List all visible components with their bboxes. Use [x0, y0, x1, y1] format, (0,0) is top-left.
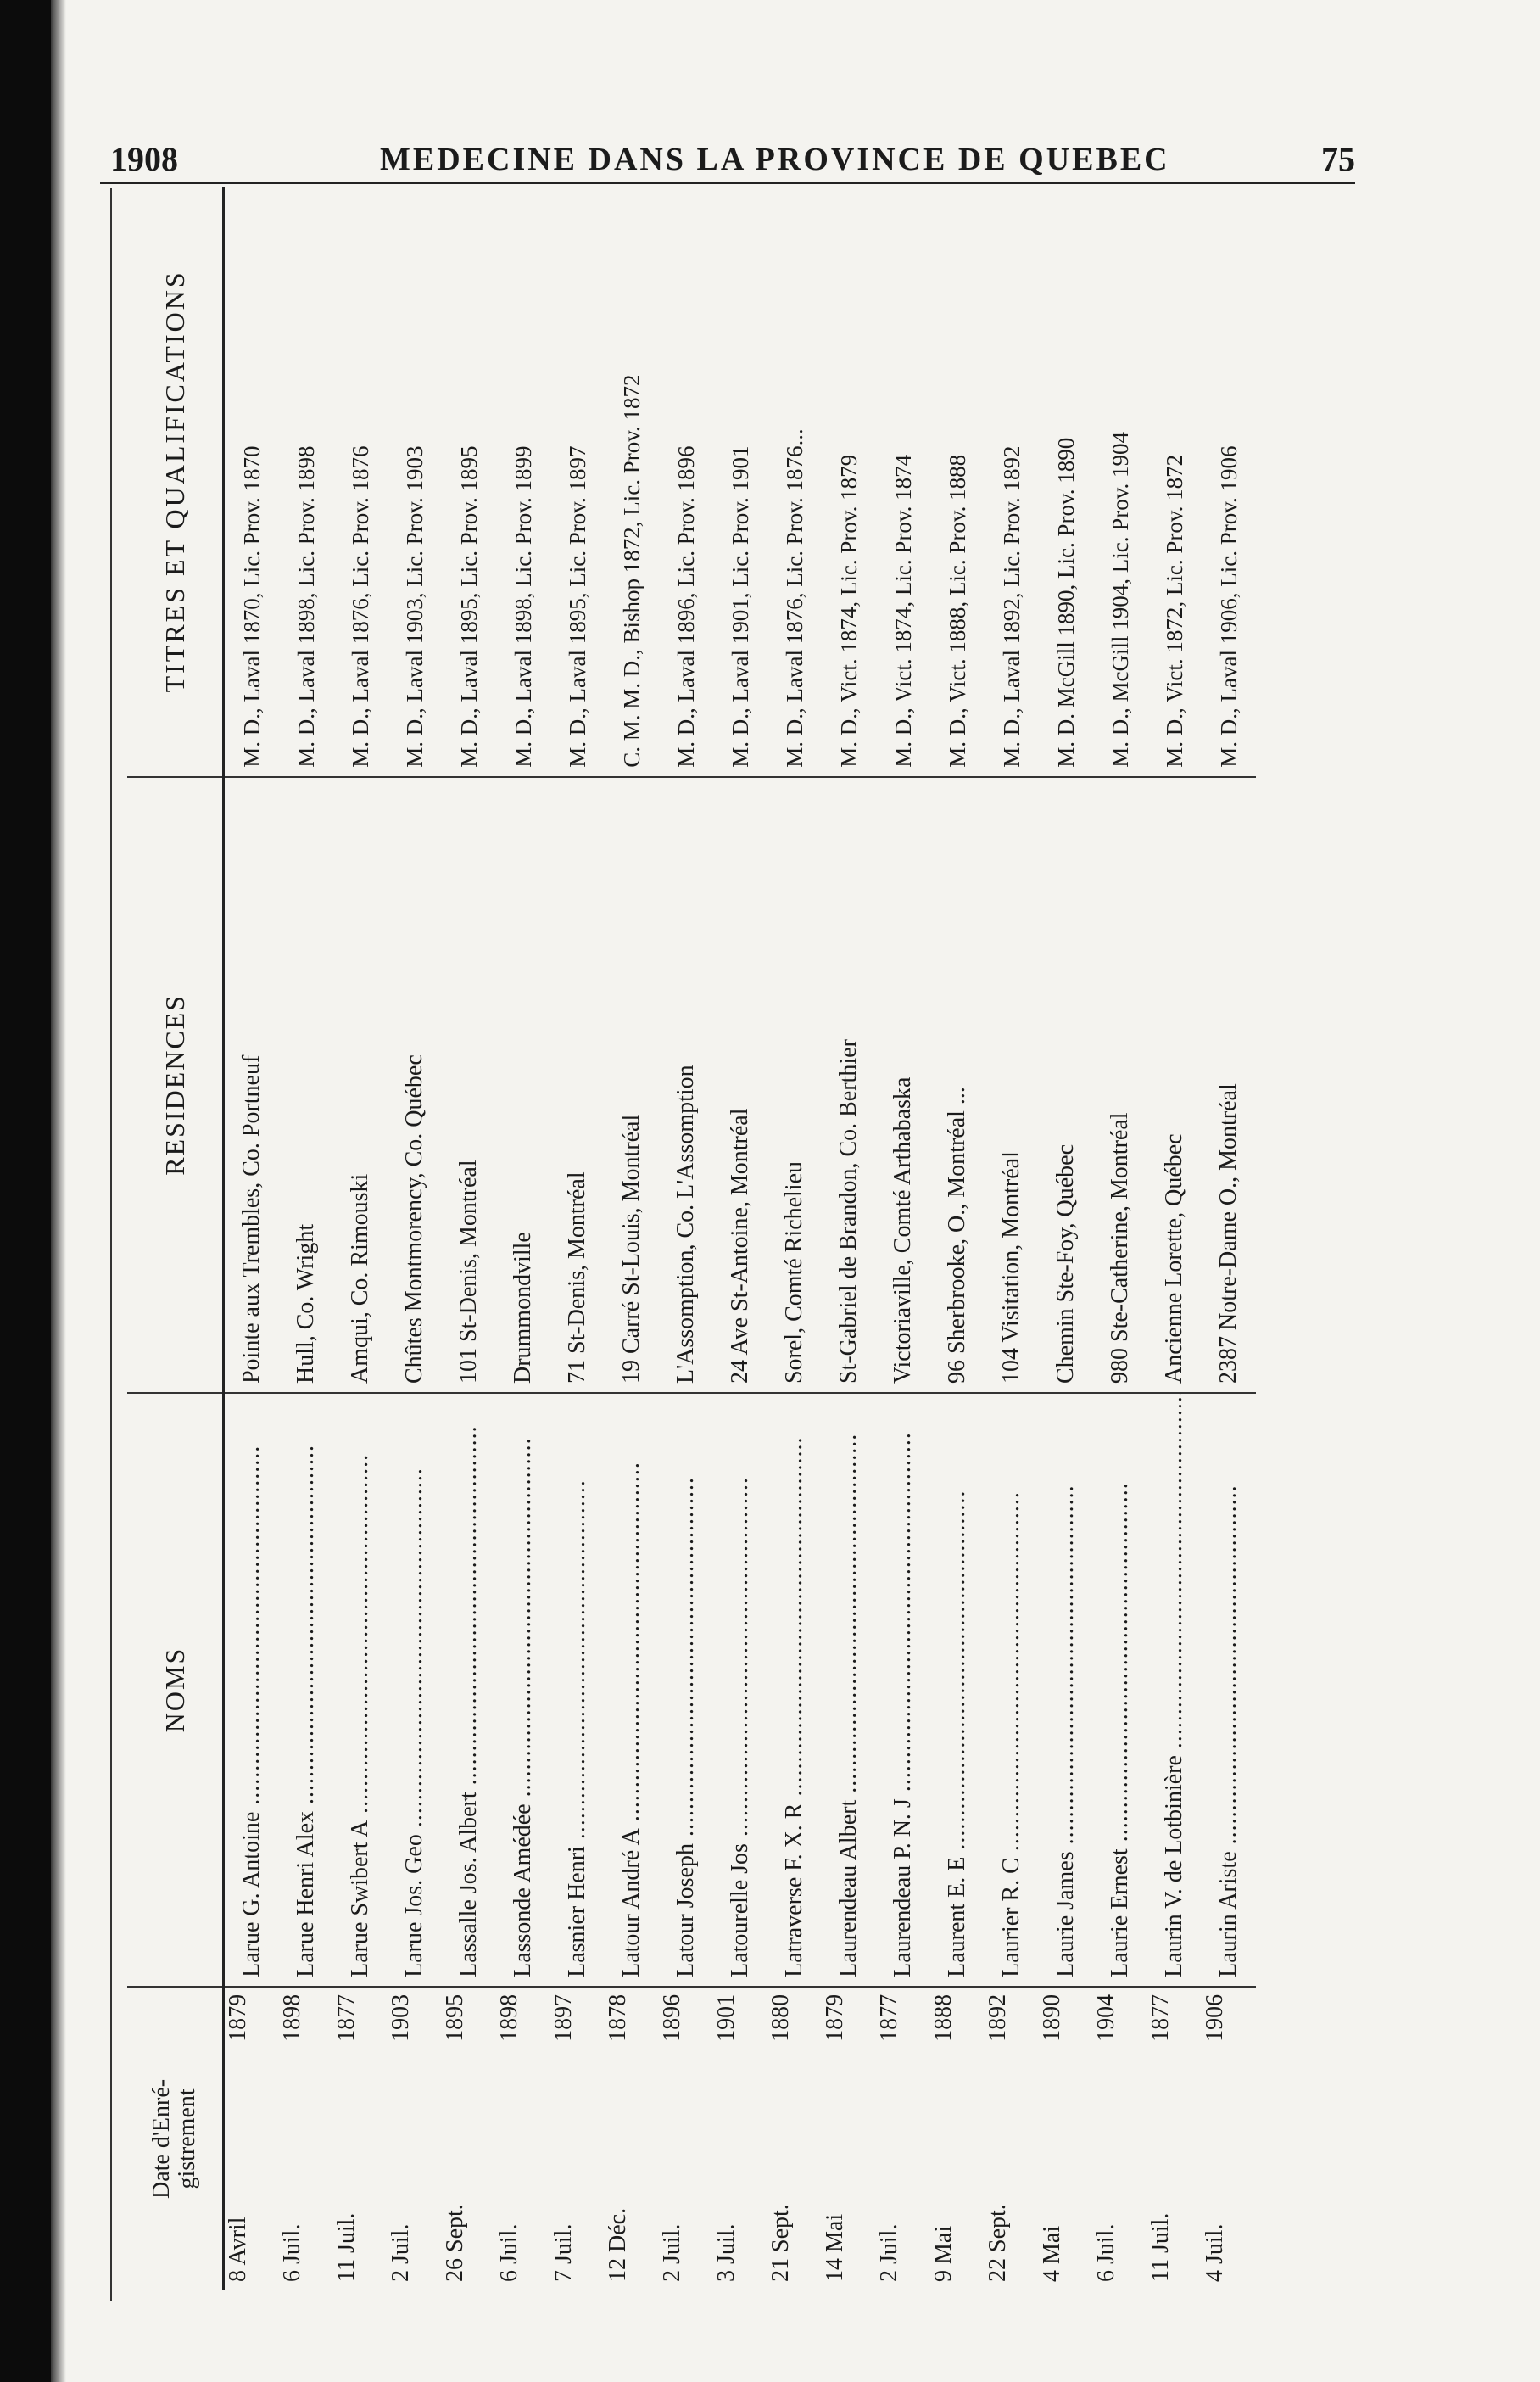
column-header-date	[127, 1987, 224, 2290]
column-header-residences: RESIDENCES	[127, 777, 224, 1393]
registration-date	[225, 1988, 279, 2290]
titles-qualifications: M. D., Laval 1895, Lic. Prov. 1895	[442, 187, 496, 777]
physician-name: Larue Jos. Geo .....	[401, 1468, 427, 1977]
registration-year: 1897	[550, 1993, 577, 2042]
titles-qualifications: M. D., Laval 1903, Lic. Prov. 1903	[388, 187, 442, 777]
registration-day-month: 6 Juil.	[1093, 2223, 1119, 2282]
registration-day-month: 4 Mai	[1039, 2225, 1065, 2282]
registration-year: 1896	[659, 1993, 685, 2042]
registration-date	[442, 1988, 496, 2290]
physician-name-cell	[224, 1393, 280, 1987]
table-row	[1202, 187, 1256, 2290]
physician-name: Latourelle Jos .....	[727, 1477, 753, 1977]
registration-day-month: 2 Juil.	[876, 2223, 902, 2282]
registration-year: 1906	[1202, 1993, 1228, 2042]
table-row	[550, 187, 605, 2290]
registration-year: 1877	[876, 1993, 902, 2042]
titles-qualifications: M. D., Laval 1896, Lic. Prov. 1896	[659, 187, 713, 777]
registration-day-month: 6 Juil.	[496, 2223, 522, 2282]
registration-date	[930, 1988, 985, 2290]
physician-name: Laurin Ariste .....	[1215, 1485, 1241, 1977]
residence: Sorel, Comté Richelieu	[767, 777, 822, 1393]
table-row	[1093, 187, 1147, 2290]
registration-date	[333, 1988, 388, 2290]
registration-day-month: 11 Juil.	[1147, 2212, 1174, 2282]
physician-name: Latour André A .....	[618, 1462, 644, 1977]
table-row	[659, 187, 713, 2290]
registration-day-month: 22 Sept.	[985, 2204, 1011, 2282]
header-title: MEDECINE DANS LA PROVINCE DE QUEBEC	[380, 142, 1170, 177]
physician-name: Latour Joseph .....	[672, 1477, 699, 1977]
registration-day-month: 6 Juil.	[279, 2223, 305, 2282]
physician-name-cell	[1039, 1393, 1093, 1987]
registration-day-month: 2 Juil.	[388, 2223, 414, 2282]
registration-year: 1877	[1147, 1993, 1174, 2042]
titles-qualifications: M. D., Vict. 1874, Lic. Prov. 1874	[876, 187, 930, 777]
table-row	[1039, 187, 1093, 2290]
registration-year: 1877	[333, 1993, 360, 2042]
registration-year: 1879	[225, 1993, 251, 2042]
table-row	[985, 187, 1039, 2290]
residence: 71 St-Denis, Montréal	[550, 777, 605, 1393]
registration-date	[713, 1988, 767, 2290]
physician-name-cell	[876, 1393, 930, 1987]
registration-date	[496, 1988, 550, 2290]
page-frame-line	[110, 188, 120, 2301]
residence: Chemin Ste-Foy, Québec	[1039, 777, 1093, 1393]
residence: 19 Carré St-Louis, Montréal	[605, 777, 659, 1393]
page-number: 75	[1321, 140, 1355, 178]
physician-name: Latraverse F. X. R .....	[781, 1437, 807, 1977]
registration-day-month: 7 Juil.	[550, 2223, 577, 2282]
residence: St-Gabriel de Brandon, Co. Berthier	[822, 777, 876, 1393]
physician-name: Laurie Ernest .....	[1107, 1482, 1133, 1977]
physician-name-cell	[1147, 1393, 1202, 1987]
header-year: 1908	[110, 140, 178, 178]
registration-date	[659, 1988, 713, 2290]
titles-qualifications: M. D., Laval 1892, Lic. Prov. 1892	[985, 187, 1039, 777]
registration-year: 1895	[442, 1993, 468, 2042]
registration-year: 1892	[985, 1993, 1011, 2042]
physician-name-cell	[767, 1393, 822, 1987]
residence: 980 Ste-Catherine, Montréal	[1093, 777, 1147, 1393]
residence: Drummondville	[496, 777, 550, 1393]
physician-name: Larue Swibert A .....	[347, 1454, 373, 1977]
residence: 24 Ave St-Antoine, Montréal	[713, 777, 767, 1393]
header-rule	[100, 182, 1355, 184]
table-row	[713, 187, 767, 2290]
table-row	[876, 187, 930, 2290]
physician-name-cell	[659, 1393, 713, 1987]
registration-year: 1901	[713, 1993, 739, 2042]
residence: Chûtes Montmorency, Co. Québec	[388, 777, 442, 1393]
titles-qualifications: M. D., Vict. 1872, Lic. Prov. 1872	[1147, 187, 1202, 777]
registration-year: 1879	[822, 1993, 848, 2042]
residence: Ancienne Lorette, Québec	[1147, 777, 1202, 1393]
physician-name: Laurendeau Albert .....	[835, 1434, 862, 1977]
residence: Hull, Co. Wright	[279, 777, 333, 1393]
table-row	[279, 187, 333, 2290]
physician-name: Laurent E. E .....	[944, 1490, 970, 1977]
titles-qualifications: M. D., Laval 1895, Lic. Prov. 1897	[550, 187, 605, 777]
residence: Pointe aux Trembles, Co. Portneuf	[224, 777, 280, 1393]
table-header-row	[127, 187, 224, 2290]
titles-qualifications: M. D., Vict. 1888, Lic. Prov. 1888	[930, 187, 985, 777]
physician-name: Lassalle Jos. Albert .....	[455, 1425, 482, 1977]
registration-day-month: 3 Juil.	[713, 2223, 739, 2282]
titles-qualifications: M. D. McGill 1890, Lic. Prov. 1890	[1039, 187, 1093, 777]
registration-year: 1890	[1039, 1993, 1065, 2042]
registration-date	[605, 1988, 659, 2290]
residence: Amqui, Co. Rimouski	[333, 777, 388, 1393]
physician-name: Lassonde Amédée .....	[510, 1437, 536, 1977]
physician-name-cell	[333, 1393, 388, 1987]
titles-qualifications: M. D., Laval 1906, Lic. Prov. 1906	[1202, 187, 1256, 777]
residence: L'Assomption, Co. L'Assomption	[659, 777, 713, 1393]
register-table	[127, 187, 1256, 2290]
scan-edge-shadow	[0, 0, 51, 2382]
registration-day-month: 4 Juil.	[1202, 2223, 1228, 2282]
physician-name: Laurin V. de Lotbinière .....	[1161, 1393, 1187, 1977]
table-row	[333, 187, 388, 2290]
table-row	[822, 187, 876, 2290]
registration-date	[1039, 1988, 1093, 2290]
residence: 104 Visitation, Montréal	[985, 777, 1039, 1393]
residence: Victoriaville, Comté Arthabaska	[876, 777, 930, 1393]
titles-qualifications: M. D., Laval 1876, Lic. Prov. 1876...	[767, 187, 822, 777]
residence: 101 St-Denis, Montréal	[442, 777, 496, 1393]
table-row	[388, 187, 442, 2290]
physician-name: Larue Henri Alex .....	[293, 1445, 319, 1977]
physician-name: Laurier R. C .....	[998, 1491, 1024, 1977]
date-header-line-1: Date d'Enré-	[148, 2078, 175, 2199]
physician-name: Laurendeau P. N. J .....	[890, 1432, 916, 1977]
registration-day-month: 2 Juil.	[659, 2223, 685, 2282]
date-header-line-2: gistrement	[174, 2088, 200, 2189]
registration-date	[388, 1988, 442, 2290]
registration-day-month: 11 Juil.	[333, 2212, 360, 2282]
table-row	[496, 187, 550, 2290]
physician-name-cell	[822, 1393, 876, 1987]
table-row	[605, 187, 659, 2290]
column-header-titles: TITRES ET QUALIFICATIONS	[127, 187, 224, 777]
physician-name-cell	[496, 1393, 550, 1987]
registration-date	[876, 1988, 930, 2290]
titles-qualifications: M. D., Laval 1901, Lic. Prov. 1901	[713, 187, 767, 777]
table-row	[442, 187, 496, 2290]
registration-year: 1903	[388, 1993, 414, 2042]
titles-qualifications: M. D., McGill 1904, Lic. Prov. 1904	[1093, 187, 1147, 777]
registration-date	[550, 1988, 605, 2290]
registration-day-month: 8 Avril	[225, 2217, 251, 2282]
registration-day-month: 14 Mai	[822, 2213, 848, 2282]
registration-date	[1093, 1988, 1147, 2290]
table-row	[224, 187, 280, 2290]
registration-date	[279, 1988, 333, 2290]
titles-qualifications: C. M. M. D., Bishop 1872, Lic. Prov. 1872	[605, 187, 659, 777]
titles-qualifications: M. D., Laval 1898, Lic. Prov. 1899	[496, 187, 550, 777]
physician-name-cell	[279, 1393, 333, 1987]
page-header	[100, 136, 1355, 187]
table-row	[1147, 187, 1202, 2290]
registration-day-month: 26 Sept.	[442, 2204, 468, 2282]
titles-qualifications: M. D., Vict. 1874, Lic. Prov. 1879	[822, 187, 876, 777]
registration-year: 1880	[767, 1993, 794, 2042]
scan-edge-gradient	[51, 0, 66, 2382]
titles-qualifications: M. D., Laval 1876, Lic. Prov. 1876	[333, 187, 388, 777]
residence: 96 Sherbrooke, O., Montréal ...	[930, 777, 985, 1393]
physician-name-cell	[388, 1393, 442, 1987]
registration-date	[1202, 1988, 1256, 2290]
registration-date	[822, 1988, 876, 2290]
registration-year: 1898	[496, 1993, 522, 2042]
registration-year: 1878	[605, 1993, 631, 2042]
registration-day-month: 21 Sept.	[767, 2204, 794, 2282]
physician-name: Larue G. Antoine .....	[238, 1445, 265, 1977]
registration-day-month: 12 Déc.	[605, 2207, 631, 2282]
titles-qualifications: M. D., Laval 1898, Lic. Prov. 1898	[279, 187, 333, 777]
physician-name-cell	[1202, 1393, 1256, 1987]
table-row	[930, 187, 985, 2290]
registration-year: 1888	[930, 1993, 957, 2042]
physician-name: Lasnier Henri .....	[564, 1479, 590, 1977]
physician-name-cell	[605, 1393, 659, 1987]
registration-date	[767, 1988, 822, 2290]
titles-qualifications: M. D., Laval 1870, Lic. Prov. 1870	[224, 187, 280, 777]
rotated-register	[127, 187, 1382, 2290]
physician-name-cell	[985, 1393, 1039, 1987]
physician-name-cell	[550, 1393, 605, 1987]
physician-name-cell	[713, 1393, 767, 1987]
registration-year: 1898	[279, 1993, 305, 2042]
table-body	[224, 187, 1257, 2290]
residence: 2387 Notre-Dame O., Montréal	[1202, 777, 1256, 1393]
registration-date	[985, 1988, 1039, 2290]
physician-name: Laurie James .....	[1052, 1485, 1079, 1977]
column-header-names: NOMS	[127, 1393, 224, 1987]
physician-name-cell	[442, 1393, 496, 1987]
physician-name-cell	[930, 1393, 985, 1987]
registration-date	[1147, 1988, 1202, 2290]
registration-year: 1904	[1093, 1993, 1119, 2042]
table-row	[767, 187, 822, 2290]
physician-name-cell	[1093, 1393, 1147, 1987]
registration-day-month: 9 Mai	[930, 2225, 957, 2282]
